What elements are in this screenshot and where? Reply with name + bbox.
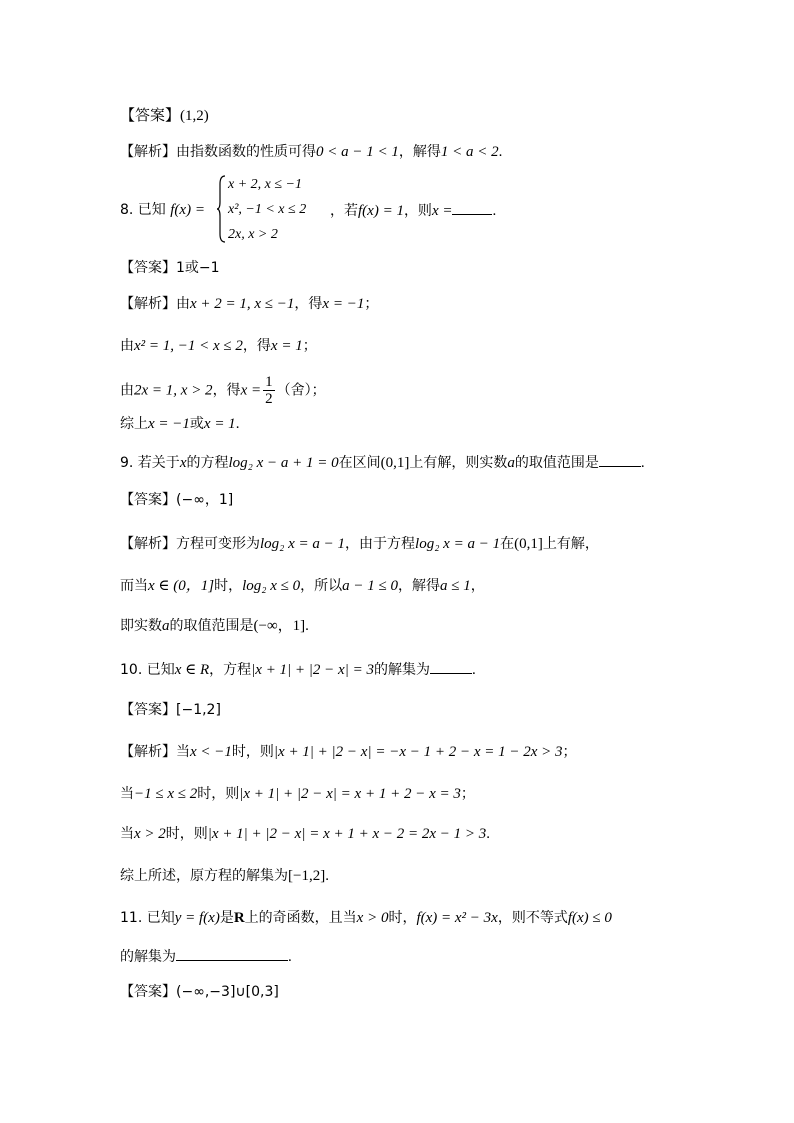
analysis-9-text-2: ，由于方程: [345, 536, 416, 552]
question-9-equation: log₂ x − a + 1 = 0: [228, 455, 339, 471]
analysis-8-semicolon: ；: [364, 296, 379, 312]
answer-7-text: 【答案】(1,2): [120, 108, 209, 124]
answer-9: [120, 490, 233, 510]
analysis-9-line-1: [120, 534, 599, 554]
question-9-var: x: [179, 455, 187, 471]
question-11-text-5: 的解集为: [120, 949, 176, 965]
analysis-9-text-5: 而当: [120, 578, 148, 594]
question-9-text-3: 上有解，则实数: [409, 455, 508, 471]
analysis-10-case-1: x < −1: [190, 744, 232, 760]
analysis-8-formula-3: 2x = 1, x > 2: [134, 382, 213, 399]
question-11-line-1: [120, 908, 612, 928]
analysis-8-text-5: 由: [120, 382, 134, 399]
analysis-9-a: a: [162, 618, 170, 634]
analysis-8-line-1: [120, 294, 378, 314]
analysis-10-text-2: 时，则: [231, 744, 274, 760]
analysis-9-text-8: ，解得: [398, 578, 440, 594]
analysis-10-text-6: 时，则: [165, 826, 208, 842]
analysis-10-formula-3: |x + 1| + |2 − x| = x + 1 + x − 2 = 2x − 1 > 3: [207, 826, 487, 842]
analysis-10-period-2: .: [325, 868, 329, 884]
analysis-8-line-3: [120, 374, 326, 407]
piecewise-brace: [217, 174, 227, 244]
answer-blank: [599, 452, 641, 467]
analysis-8-formula: x + 2 = 1, x ≤ −1: [190, 296, 295, 312]
question-10: [120, 659, 476, 680]
analysis-10-line-2: [120, 784, 475, 804]
analysis-8-line-2: [120, 336, 317, 356]
question-10-period: .: [471, 662, 476, 678]
analysis-10-summary: 综上所述，原方程的解集为: [120, 868, 288, 884]
analysis-9-formula: log₂ x = a − 1: [260, 536, 346, 552]
analysis-10-case-2: −1 ≤ x ≤ 2: [134, 786, 198, 802]
analysis-9-line-3: [120, 616, 309, 636]
analysis-10-semicolon-2: ；: [460, 786, 475, 802]
analysis-10-text-5: 当: [120, 826, 134, 842]
analysis-9-text: 【解析】方程可变形为: [120, 536, 260, 552]
analysis-8-text-4: ，得: [242, 338, 271, 354]
question-10-text-2: 的解集为: [373, 662, 430, 678]
analysis-9-text-4: 上有解，: [542, 536, 599, 552]
question-11-text-3: 时，: [388, 910, 417, 926]
question-11-function: y = f(x): [174, 910, 220, 926]
question-8-text-2: ，若: [330, 203, 358, 219]
question-11-number: 11. 已知: [120, 910, 175, 926]
answer-8-text: 【答案】1或−1: [120, 260, 220, 276]
question-8-condition: f(x) = 1: [358, 203, 404, 219]
analysis-10-text-3: 当: [120, 786, 134, 802]
question-10-equation: |x + 1| + |2 − x| = 3: [251, 662, 374, 678]
question-9-a: a: [507, 455, 515, 471]
analysis-9-text-7: ，所以: [300, 578, 343, 594]
analysis-7-period: .: [498, 144, 503, 160]
answer-10: [120, 700, 221, 720]
question-10-number: 10. 已知: [120, 662, 175, 678]
answer-8: [120, 258, 220, 278]
analysis-7-formula-2: 1 < a < 2: [440, 144, 499, 160]
analysis-10-line-3: [120, 824, 490, 844]
analysis-8-or: 或: [189, 416, 204, 432]
analysis-9-line-2: [120, 576, 485, 596]
question-11-period: .: [288, 949, 292, 965]
analysis-7: [120, 142, 502, 162]
question-11-text: 是: [219, 910, 234, 926]
question-10-domain: x ∈ R: [174, 662, 210, 678]
analysis-8-formula-2: x² = 1, −1 < x ≤ 2: [134, 338, 243, 354]
analysis-10-result: [−1,2]: [288, 868, 326, 884]
analysis-8-text-6: ，得: [212, 382, 241, 399]
question-11-text-4: ，则不等式: [497, 910, 568, 926]
analysis-10-formula-1: |x + 1| + |2 − x| = −x − 1 + 2 − x = 1 − 2x > 3: [273, 744, 563, 760]
fraction-denominator: 2: [265, 391, 273, 407]
analysis-9-ineq-2: a − 1 ≤ 0: [342, 578, 398, 594]
analysis-9-range: (−∞，1]: [253, 618, 306, 634]
analysis-9-period: .: [305, 618, 309, 634]
fraction-one-half: [263, 374, 275, 407]
analysis-9-text-3: 在: [500, 536, 515, 552]
analysis-9-domain: x ∈ (0，1]: [148, 578, 215, 594]
analysis-8-sol-2: x = 1: [203, 416, 236, 432]
analysis-10-semicolon: ；: [562, 744, 577, 760]
question-11-inequality: f(x) ≤ 0: [567, 910, 612, 926]
answer-10-text: 【答案】[−1,2]: [120, 702, 221, 718]
analysis-10-line-4: [120, 866, 329, 886]
question-9-text-4: 的取值范围是: [514, 455, 599, 471]
question-9-text-2: 在区间: [338, 455, 381, 471]
fraction-numerator: 1: [265, 374, 273, 390]
analysis-7-text: 【解析】由指数函数的性质可得: [120, 144, 316, 160]
analysis-9-result: a ≤ 1: [440, 578, 471, 594]
answer-blank: [452, 200, 492, 215]
answer-blank: [176, 946, 288, 961]
piecewise-case-3: 2x, x > 2: [228, 227, 278, 242]
analysis-9-text-6: 时，: [214, 578, 243, 594]
analysis-10-formula-2: |x + 1| + |2 − x| = x + 1 + 2 − x = 3: [239, 786, 461, 802]
analysis-8-rejected: （舍）；: [276, 382, 326, 399]
analysis-10-period: .: [486, 826, 491, 842]
question-11-line-2: [120, 946, 292, 967]
question-11-text-2: 上的奇函数，且当: [244, 910, 357, 926]
question-9-interval: (0,1]: [380, 455, 410, 471]
analysis-8-text-3: 由: [120, 338, 134, 354]
analysis-8-text-2: ，得: [294, 296, 323, 312]
analysis-9-formula-2: log₂ x = a − 1: [415, 536, 501, 552]
answer-11-text: 【答案】(−∞,−3]∪[0,3]: [120, 984, 279, 1000]
question-11-definition: f(x) = x² − 3x: [416, 910, 498, 926]
question-9-text: 的方程: [186, 455, 229, 471]
analysis-8-x: x =: [240, 382, 262, 399]
analysis-10-case-3: x > 2: [134, 826, 166, 842]
analysis-9-text-10: 的取值范围是: [169, 618, 254, 634]
question-8-x: x =: [431, 203, 453, 219]
analysis-7-formula-1: 0 < a − 1 < 1: [316, 144, 399, 160]
analysis-7-text-2: ，解得: [398, 144, 441, 160]
question-9-period: .: [640, 455, 645, 471]
analysis-8-line-4: [120, 414, 239, 434]
piecewise-case-1: x + 2, x ≤ −1: [228, 177, 303, 192]
analysis-8-text: 【解析】由: [120, 296, 190, 312]
analysis-8-semicolon-2: ；: [302, 338, 317, 354]
answer-blank: [430, 659, 472, 674]
analysis-8-summary: 综上: [120, 416, 148, 432]
answer-9-text: 【答案】(−∞，1]: [120, 492, 234, 508]
analysis-9-interval: (0,1]: [514, 536, 543, 552]
piecewise-case-2: x², −1 < x ≤ 2: [228, 202, 307, 217]
question-8-function: f(x) =: [170, 202, 205, 218]
analysis-8-period: .: [235, 416, 240, 432]
analysis-10-text-4: 时，则: [197, 786, 240, 802]
analysis-10-text: 【解析】当: [120, 744, 190, 760]
analysis-9-comma: ，: [470, 578, 485, 594]
question-9-number: 9. 若关于: [120, 455, 180, 471]
answer-7: [120, 106, 209, 126]
question-8-text-3: ，则: [403, 203, 432, 219]
answer-11: [120, 982, 279, 1002]
analysis-8-result-2: x = 1: [270, 338, 303, 354]
question-10-text: ，方程: [209, 662, 252, 678]
analysis-9-text-9: 即实数: [120, 618, 162, 634]
question-8-period: .: [492, 203, 497, 219]
analysis-10-line-1: [120, 742, 577, 762]
analysis-9-ineq: log₂ x ≤ 0: [242, 578, 301, 594]
question-11-condition: x > 0: [356, 910, 389, 926]
analysis-8-result: x = −1: [322, 296, 365, 312]
question-11-reals: R: [233, 910, 245, 926]
question-9: [120, 452, 645, 473]
analysis-8-sol-1: x = −1: [148, 416, 190, 432]
question-8-number: 8. 已知: [120, 202, 166, 218]
